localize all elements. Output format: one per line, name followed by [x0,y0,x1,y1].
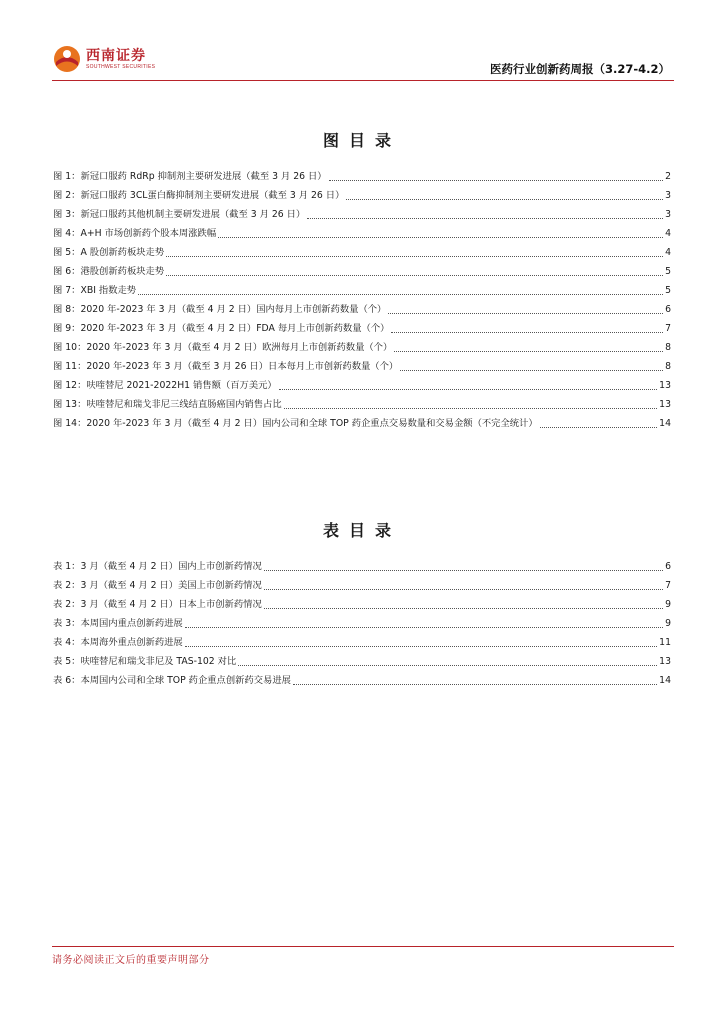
toc-entry[interactable] [53,614,671,633]
toc-leader-dots [540,426,658,428]
toc-entry-page: 13 [659,380,671,391]
toc-entry-label: 图 13：呋喹替尼和瑞戈非尼三线结直肠癌国内销售占比 [53,399,282,410]
toc-leader-dots [346,198,663,200]
toc-entry[interactable] [53,414,671,433]
toc-entry[interactable] [53,186,671,205]
logo-chinese-text: 西南证券 [86,48,146,64]
toc-leader-dots [185,645,657,647]
toc-entry-page: 14 [659,418,671,429]
footer-divider [52,946,674,947]
toc-entry-page: 14 [659,675,671,686]
toc-entry-label: 图 2：新冠口服药 3CL蛋白酶抑制剂主要研发进展（截至 3 月 26 日） [53,190,345,201]
toc-entry-page: 8 [665,342,671,353]
toc-entry[interactable] [53,205,671,224]
toc-leader-dots [329,179,663,181]
toc-entry[interactable] [53,595,671,614]
toc-entry-page: 9 [665,599,671,610]
report-title: 医药行业创新药周报（3.27-4.2） [489,62,670,76]
toc-entry-page: 9 [665,618,671,629]
toc-leader-dots [307,217,663,219]
logo-english-text: SOUTHWEST SECURITIES [86,64,156,70]
toc-entry-page: 7 [665,580,671,591]
toc-leader-dots [138,293,663,295]
toc-entry[interactable] [53,652,671,671]
figures-toc-list [53,167,671,433]
toc-entry[interactable] [53,633,671,652]
logo-emblem-icon [52,44,82,74]
toc-entry-label: 表 6：本周国内公司和全球 TOP 药企重点创新药交易进展 [53,675,291,686]
toc-entry-page: 3 [665,209,671,220]
toc-entry[interactable] [53,357,671,376]
toc-entry-label: 表 5：呋喹替尼和瑞戈非尼及 TAS-102 对比 [53,656,237,667]
toc-entry-page: 13 [659,656,671,667]
tables-toc-title: 表目录 [322,521,401,540]
toc-entry-label: 图 1：新冠口服药 RdRp 抑制剂主要研发进展（截至 3 月 26 日） [53,171,327,182]
toc-entry-page: 3 [665,190,671,201]
toc-leader-dots [400,369,663,371]
toc-entry[interactable] [53,557,671,576]
toc-entry-page: 6 [665,561,671,572]
toc-entry[interactable] [53,300,671,319]
toc-leader-dots [238,664,657,666]
figures-toc-title: 图目录 [322,131,401,150]
toc-leader-dots [388,312,663,314]
toc-entry-page: 13 [659,399,671,410]
toc-entry-label: 图 10：2020 年-2023 年 3 月（截至 4 月 2 日）欧洲每月上市创新药数量（个） [53,342,393,353]
toc-leader-dots [284,407,658,409]
toc-leader-dots [391,331,663,333]
toc-entry[interactable] [53,281,671,300]
toc-leader-dots [166,274,663,276]
toc-leader-dots [218,236,663,238]
toc-entry-page: 5 [665,285,671,296]
toc-leader-dots [264,569,663,571]
toc-entry[interactable] [53,167,671,186]
toc-entry-page: 5 [665,266,671,277]
toc-entry-label: 图 7：XBI 指数走势 [53,285,137,296]
toc-entry-label: 图 8：2020 年-2023 年 3 月（截至 4 月 2 日）国内每月上市创新药数量（个） [53,304,387,315]
toc-entry[interactable] [53,395,671,414]
toc-entry-label: 图 6：港股创新药板块走势 [53,266,165,277]
toc-leader-dots [293,683,657,685]
toc-entry-label: 表 2：3 月（截至 4 月 2 日）日本上市创新药情况 [53,599,262,610]
toc-entry-label: 表 2：3 月（截至 4 月 2 日）美国上市创新药情况 [53,580,262,591]
tables-toc-list [53,557,671,690]
toc-entry[interactable] [53,576,671,595]
toc-entry-page: 7 [665,323,671,334]
company-logo [52,42,212,76]
toc-entry[interactable] [53,262,671,281]
toc-leader-dots [185,626,663,628]
toc-entry-label: 表 3：本周国内重点创新药进展 [53,618,183,629]
toc-entry-label: 图 9：2020 年-2023 年 3 月（截至 4 月 2 日）FDA 每月上市创新药数量（个） [53,323,390,334]
toc-entry-page: 8 [665,361,671,372]
toc-leader-dots [264,588,663,590]
toc-leader-dots [279,388,657,390]
toc-entry[interactable] [53,243,671,262]
toc-entry-page: 11 [659,637,671,648]
header-divider [52,80,674,81]
toc-entry[interactable] [53,338,671,357]
toc-entry-label: 图 14：2020 年-2023 年 3 月（截至 4 月 2 日）国内公司和全球 TOP 药企重点交易数量和交易金额（不完全统计） [53,418,538,429]
toc-entry-label: 图 12：呋喹替尼 2021-2022H1 销售额（百万美元） [53,380,277,391]
toc-entry-page: 2 [665,171,671,182]
toc-entry-page: 4 [665,228,671,239]
toc-entry-label: 表 1：3 月（截至 4 月 2 日）国内上市创新药情况 [53,561,262,572]
page-header [52,40,674,82]
toc-leader-dots [166,255,663,257]
toc-leader-dots [264,607,663,609]
toc-entry-label: 表 4：本周海外重点创新药进展 [53,637,183,648]
toc-entry[interactable] [53,224,671,243]
toc-entry-page: 4 [665,247,671,258]
toc-entry-label: 图 4：A+H 市场创新药个股本周涨跌幅 [53,228,217,239]
toc-entry-label: 图 5：A 股创新药板块走势 [53,247,165,258]
toc-entry-page: 6 [665,304,671,315]
toc-entry[interactable] [53,671,671,690]
footer-disclaimer: 请务必阅读正文后的重要声明部分 [52,955,210,966]
toc-leader-dots [394,350,663,352]
toc-entry[interactable] [53,319,671,338]
toc-entry-label: 图 3：新冠口服药其他机制主要研发进展（截至 3 月 26 日） [53,209,306,220]
toc-entry-label: 图 11：2020 年-2023 年 3 月（截至 3 月 26 日）日本每月上市创新药数量（个） [53,361,399,372]
toc-entry[interactable] [53,376,671,395]
